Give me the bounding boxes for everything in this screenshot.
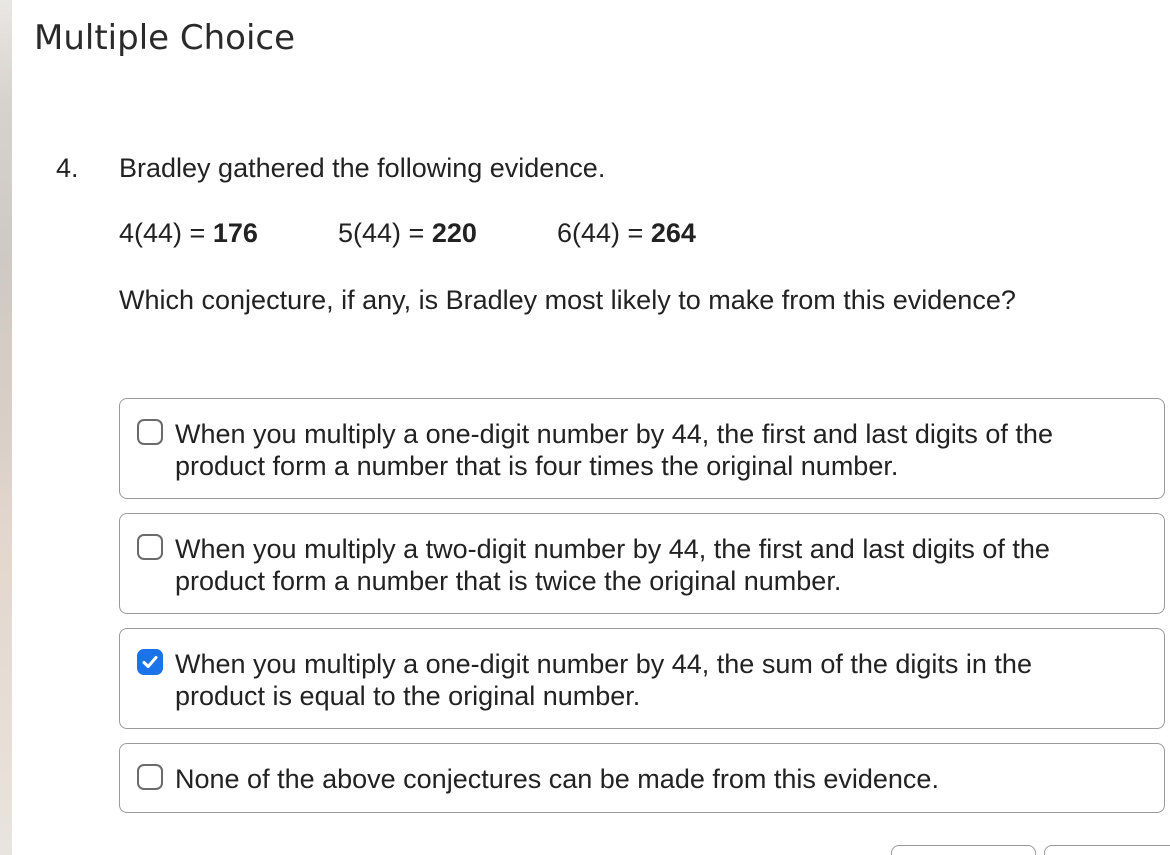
question-number: 4. [56, 153, 79, 183]
evidence-item [119, 218, 258, 249]
evidence-expression: 5(44) = [338, 218, 432, 248]
left-edge-background [0, 0, 12, 855]
answer-choice-2[interactable] [119, 513, 1165, 614]
evidence-item [338, 218, 477, 249]
bottom-button-left[interactable] [891, 845, 1036, 855]
page-title: Multiple Choice [34, 18, 296, 58]
answer-choice-text: When you multiply a two-digit number by 44, the first and last digits of the product form a number that is twice the original number. [175, 534, 1050, 596]
answer-choice-text: When you multiply a one-digit number by 44, the sum of the digits in the product is equal to the original number. [175, 649, 1032, 711]
question-prompt: Which conjecture, if any, is Bradley most likely to make from this evidence? [119, 285, 1016, 315]
checkbox-icon[interactable] [137, 764, 163, 790]
answer-choice-3[interactable] [119, 628, 1165, 729]
checked-checkbox-icon[interactable] [137, 649, 163, 675]
evidence-expression: 4(44) = [119, 218, 213, 248]
evidence-result: 176 [212, 218, 258, 248]
checkmark-icon [141, 653, 159, 671]
checkbox-icon[interactable] [137, 419, 163, 445]
answer-choice-4[interactable] [119, 743, 1165, 813]
answer-choice-text: When you multiply a one-digit number by 44, the first and last digits of the product form a number that is four times the original number. [175, 419, 1053, 481]
bottom-button-right[interactable] [1044, 845, 1170, 855]
checkbox-icon[interactable] [137, 534, 163, 560]
evidence-item [557, 218, 696, 249]
question-text: Bradley gathered the following evidence. [119, 153, 606, 183]
answer-choice-text: None of the above conjectures can be made from this evidence. [175, 764, 939, 794]
answer-choice-1[interactable] [119, 398, 1165, 499]
evidence-result: 220 [431, 218, 477, 248]
evidence-result: 264 [650, 218, 696, 248]
evidence-expression: 6(44) = [557, 218, 651, 248]
